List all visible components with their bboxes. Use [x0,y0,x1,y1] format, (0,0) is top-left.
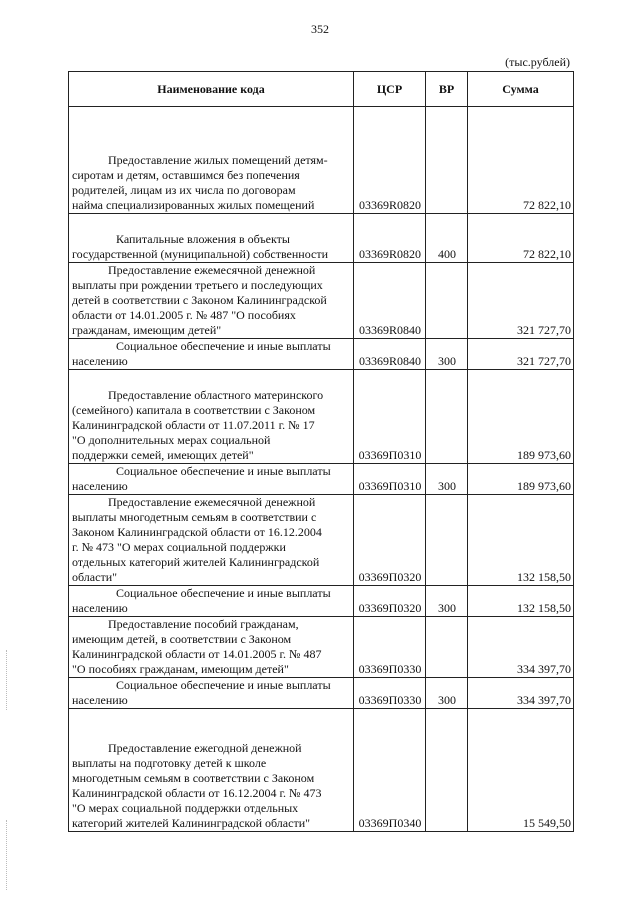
column-header-csr: ЦСР [354,72,426,107]
row-name-cell [69,464,354,495]
row-sum-cell: 72 822,10 [468,214,574,263]
row-csr-cell: 03369П0320 [354,586,426,617]
row-name-line: (семейного) капитала в соответствии с Законом [72,403,316,417]
row-name-line: Социальное обеспечение и иные выплаты [116,586,331,600]
page-number: 352 [311,22,329,36]
table-header-row [69,72,574,107]
table-row [69,263,574,339]
row-vr-cell [426,370,468,464]
row-sum-cell: 15 549,50 [468,709,574,832]
table-row [69,678,574,709]
row-name-cell [69,586,354,617]
row-sum-cell: 334 397,70 [468,678,574,709]
row-name-line: Предоставление ежемесячной денежной [108,263,316,277]
row-csr-cell: 03369П0320 [354,495,426,586]
row-name-line: "О дополнительных мерах социальной [72,433,271,447]
column-header-name: Наименование кода [69,72,354,107]
row-name-line: области" [72,570,118,584]
row-sum-cell: 132 158,50 [468,586,574,617]
scan-artifact-line [6,650,9,710]
column-header-sum: Сумма [468,72,574,107]
row-name-line: имеющим детей, в соответствии с Законом [72,632,292,646]
row-csr-cell: 03369П0310 [354,370,426,464]
row-name-line: населению [72,479,128,493]
row-name-cell [69,214,354,263]
table-row [69,370,574,464]
table-row [69,495,574,586]
row-vr-cell [426,617,468,678]
row-name-line: населению [72,601,128,615]
row-csr-cell: 03369П0310 [354,464,426,495]
row-sum-cell: 189 973,60 [468,370,574,464]
table-row [69,107,574,214]
row-name-line: родителей, лицам из их числа по договорам [72,183,296,197]
row-name-line: детей в соответствии с Законом Калининградской [72,293,327,307]
row-name-line: государственной (муниципальной) собственности [72,247,329,261]
row-csr-cell: 03369П0330 [354,678,426,709]
row-name-line: "О мерах социальной поддержки отдельных [72,801,299,815]
row-sum-cell: 321 727,70 [468,263,574,339]
row-sum-cell: 321 727,70 [468,339,574,370]
row-name-line: Калининградской области от 14.01.2005 г. № 487 [72,647,322,661]
row-name-line: Калининградской области от 16.12.2004 г. № 473 [72,786,322,800]
row-sum-cell: 72 822,10 [468,107,574,214]
row-name-line: Социальное обеспечение и иные выплаты [116,339,331,353]
row-name-line: Социальное обеспечение и иные выплаты [116,678,331,692]
row-name-cell [69,617,354,678]
row-name-cell [69,107,354,214]
row-name-line: Предоставление ежемесячной денежной [108,495,316,509]
row-name-line: Предоставление областного материнского [108,388,324,402]
row-csr-cell: 03369П0340 [354,709,426,832]
row-csr-cell: 03369R0840 [354,263,426,339]
row-vr-cell: 300 [426,464,468,495]
row-name-line: гражданам, имеющим детей" [72,323,222,337]
row-name-line: найма специализированных жилых помещений [72,198,315,212]
row-csr-cell: 03369R0820 [354,107,426,214]
row-vr-cell [426,709,468,832]
row-name-line: Калининградской области от 11.07.2011 г. № 17 [72,418,315,432]
row-name-cell [69,339,354,370]
row-name-line: категорий жителей Калининградской области" [72,816,311,830]
row-vr-cell [426,107,468,214]
row-name-line: сиротам и детям, оставшимся без попечения [72,168,300,182]
row-name-line: Предоставление жилых помещений детям- [108,153,328,167]
table-row [69,709,574,832]
row-csr-cell: 03369П0330 [354,617,426,678]
budget-table [68,71,574,832]
row-sum-cell: 334 397,70 [468,617,574,678]
row-name-line: Предоставление ежегодной денежной [108,741,302,755]
row-name-line: г. № 473 "О мерах социальной поддержки [72,540,286,554]
row-name-line: "О пособиях гражданам, имеющим детей" [72,662,289,676]
table-row [69,617,574,678]
row-name-line: многодетным семьям в соответствии с Законом [72,771,315,785]
row-name-cell [69,678,354,709]
units-label: (тыс.рублей) [505,55,570,69]
row-name-line: Предоставление пособий гражданам, [108,617,299,631]
row-vr-cell: 300 [426,339,468,370]
row-vr-cell: 300 [426,586,468,617]
row-sum-cell: 189 973,60 [468,464,574,495]
row-name-line: поддержки семей, имеющих детей" [72,448,254,462]
row-name-line: выплаты на подготовку детей к школе [72,756,267,770]
row-name-cell [69,263,354,339]
scan-artifact-line [6,820,9,890]
row-name-cell [69,709,354,832]
row-name-line: выплаты при рождении третьего и последующих [72,278,323,292]
row-name-cell [69,370,354,464]
row-name-line: Законом Калининградской области от 16.12.2004 [72,525,322,539]
table-row [69,464,574,495]
row-vr-cell: 300 [426,678,468,709]
row-vr-cell: 400 [426,214,468,263]
column-header-vr: ВР [426,72,468,107]
row-name-line: Социальное обеспечение и иные выплаты [116,464,331,478]
table-row [69,214,574,263]
row-name-line: отдельных категорий жителей Калининградской [72,555,320,569]
row-sum-cell: 132 158,50 [468,495,574,586]
row-name-line: населению [72,354,128,368]
row-name-cell [69,495,354,586]
row-name-line: выплаты многодетным семьям в соответствии с [72,510,317,524]
row-vr-cell [426,495,468,586]
row-name-line: Капитальные вложения в объекты [116,232,290,246]
table-row [69,339,574,370]
row-csr-cell: 03369R0840 [354,339,426,370]
row-vr-cell [426,263,468,339]
table-row [69,586,574,617]
row-name-line: области от 14.01.2005 г. № 487 "О пособиях [72,308,296,322]
row-csr-cell: 03369R0820 [354,214,426,263]
row-name-line: населению [72,693,128,707]
